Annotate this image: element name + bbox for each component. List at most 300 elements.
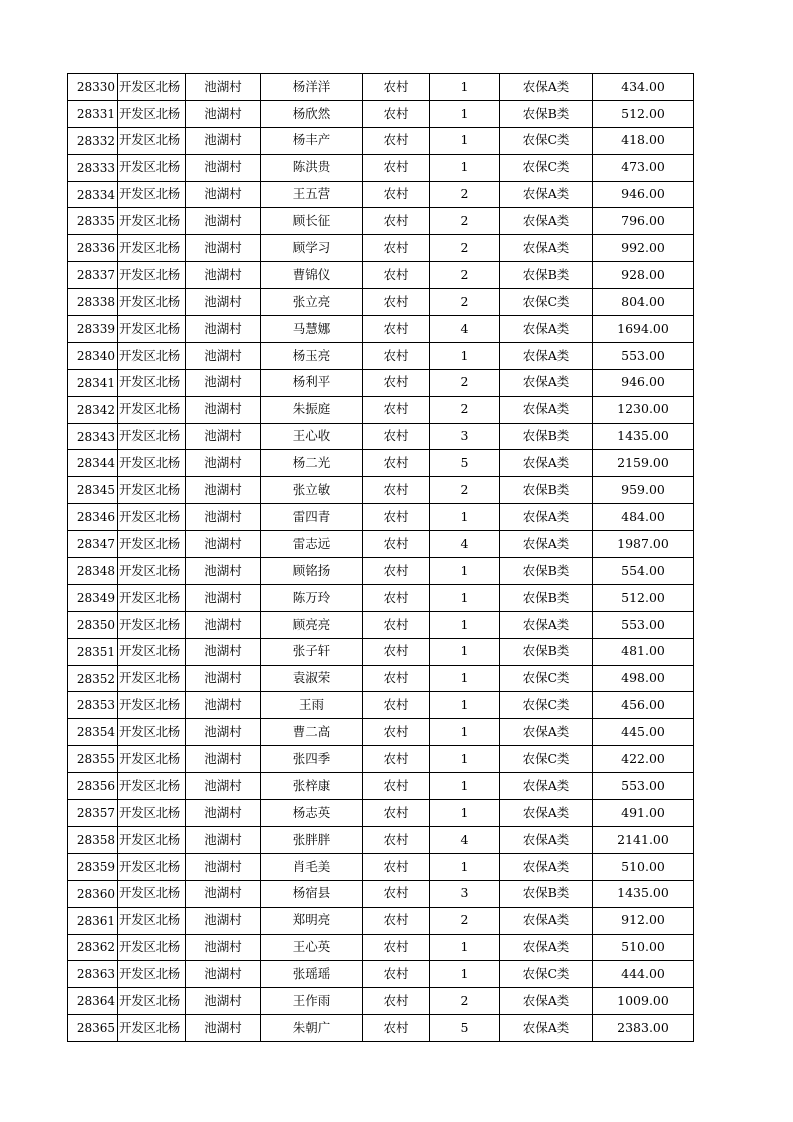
area-cell: 开发区北杨 (118, 504, 186, 531)
household-type-cell: 农村 (363, 773, 430, 800)
record-id-cell: 28352 (68, 665, 118, 692)
area-cell: 开发区北杨 (118, 826, 186, 853)
table-row (68, 853, 694, 880)
household-type-cell: 农村 (363, 961, 430, 988)
village-cell: 池湖村 (186, 342, 261, 369)
record-id-cell: 28334 (68, 181, 118, 208)
village-cell: 池湖村 (186, 127, 261, 154)
table-row (68, 262, 694, 289)
household-type-cell: 农村 (363, 289, 430, 316)
village-cell: 池湖村 (186, 692, 261, 719)
household-type-cell: 农村 (363, 1015, 430, 1042)
category-cell: 农保A类 (500, 853, 593, 880)
area-cell: 开发区北杨 (118, 665, 186, 692)
category-cell: 农保B类 (500, 423, 593, 450)
category-cell: 农保A类 (500, 719, 593, 746)
category-cell: 农保C类 (500, 746, 593, 773)
table-row (68, 74, 694, 101)
village-cell: 池湖村 (186, 773, 261, 800)
amount-cell: 473.00 (593, 154, 694, 181)
category-cell: 农保A类 (500, 208, 593, 235)
record-id-cell: 28362 (68, 934, 118, 961)
category-cell: 农保B类 (500, 477, 593, 504)
amount-cell: 484.00 (593, 504, 694, 531)
area-cell: 开发区北杨 (118, 316, 186, 343)
amount-cell: 946.00 (593, 369, 694, 396)
record-id-cell: 28364 (68, 988, 118, 1015)
record-id-cell: 28341 (68, 369, 118, 396)
amount-cell: 491.00 (593, 800, 694, 827)
table-row (68, 826, 694, 853)
category-cell: 农保A类 (500, 342, 593, 369)
area-cell: 开发区北杨 (118, 477, 186, 504)
amount-cell: 445.00 (593, 719, 694, 746)
household-type-cell: 农村 (363, 181, 430, 208)
category-cell: 农保C类 (500, 127, 593, 154)
category-cell: 农保A类 (500, 235, 593, 262)
amount-cell: 434.00 (593, 74, 694, 101)
area-cell: 开发区北杨 (118, 396, 186, 423)
category-cell: 农保A类 (500, 773, 593, 800)
member-count-cell: 3 (430, 880, 500, 907)
amount-cell: 959.00 (593, 477, 694, 504)
name-cell: 陈万玲 (261, 584, 363, 611)
table-row (68, 369, 694, 396)
member-count-cell: 1 (430, 74, 500, 101)
name-cell: 王心英 (261, 934, 363, 961)
area-cell: 开发区北杨 (118, 988, 186, 1015)
household-type-cell: 农村 (363, 826, 430, 853)
record-id-cell: 28331 (68, 100, 118, 127)
table-row (68, 181, 694, 208)
area-cell: 开发区北杨 (118, 934, 186, 961)
record-id-cell: 28347 (68, 531, 118, 558)
household-type-cell: 农村 (363, 342, 430, 369)
household-type-cell: 农村 (363, 154, 430, 181)
area-cell: 开发区北杨 (118, 235, 186, 262)
name-cell: 陈洪贵 (261, 154, 363, 181)
category-cell: 农保A类 (500, 907, 593, 934)
record-id-cell: 28343 (68, 423, 118, 450)
category-cell: 农保A类 (500, 800, 593, 827)
area-cell: 开发区北杨 (118, 531, 186, 558)
table-row (68, 100, 694, 127)
member-count-cell: 2 (430, 907, 500, 934)
area-cell: 开发区北杨 (118, 907, 186, 934)
member-count-cell: 4 (430, 531, 500, 558)
category-cell: 农保A类 (500, 826, 593, 853)
member-count-cell: 1 (430, 584, 500, 611)
household-type-cell: 农村 (363, 531, 430, 558)
record-id-cell: 28356 (68, 773, 118, 800)
category-cell: 农保B类 (500, 638, 593, 665)
amount-cell: 1694.00 (593, 316, 694, 343)
member-count-cell: 2 (430, 988, 500, 1015)
household-type-cell: 农村 (363, 611, 430, 638)
name-cell: 雷志远 (261, 531, 363, 558)
amount-cell: 2141.00 (593, 826, 694, 853)
category-cell: 农保A类 (500, 181, 593, 208)
name-cell: 顾学习 (261, 235, 363, 262)
member-count-cell: 1 (430, 719, 500, 746)
name-cell: 顾长征 (261, 208, 363, 235)
village-cell: 池湖村 (186, 450, 261, 477)
household-type-cell: 农村 (363, 74, 430, 101)
category-cell: 农保A类 (500, 369, 593, 396)
member-count-cell: 1 (430, 154, 500, 181)
household-type-cell: 农村 (363, 396, 430, 423)
table-row (68, 396, 694, 423)
village-cell: 池湖村 (186, 584, 261, 611)
name-cell: 杨利平 (261, 369, 363, 396)
record-id-cell: 28340 (68, 342, 118, 369)
member-count-cell: 1 (430, 100, 500, 127)
area-cell: 开发区北杨 (118, 127, 186, 154)
table-row (68, 800, 694, 827)
category-cell: 农保A类 (500, 504, 593, 531)
village-cell: 池湖村 (186, 880, 261, 907)
table-row (68, 719, 694, 746)
roster-body (68, 74, 694, 1042)
name-cell: 王心收 (261, 423, 363, 450)
area-cell: 开发区北杨 (118, 100, 186, 127)
area-cell: 开发区北杨 (118, 342, 186, 369)
household-type-cell: 农村 (363, 316, 430, 343)
record-id-cell: 28350 (68, 611, 118, 638)
area-cell: 开发区北杨 (118, 773, 186, 800)
table-row (68, 692, 694, 719)
household-type-cell: 农村 (363, 800, 430, 827)
member-count-cell: 1 (430, 746, 500, 773)
household-type-cell: 农村 (363, 477, 430, 504)
name-cell: 顾亮亮 (261, 611, 363, 638)
village-cell: 池湖村 (186, 316, 261, 343)
village-cell: 池湖村 (186, 369, 261, 396)
name-cell: 王五营 (261, 181, 363, 208)
name-cell: 杨洋洋 (261, 74, 363, 101)
category-cell: 农保A类 (500, 988, 593, 1015)
village-cell: 池湖村 (186, 988, 261, 1015)
table-row (68, 208, 694, 235)
record-id-cell: 28337 (68, 262, 118, 289)
name-cell: 杨玉亮 (261, 342, 363, 369)
name-cell: 肖毛美 (261, 853, 363, 880)
category-cell: 农保C类 (500, 961, 593, 988)
category-cell: 农保A类 (500, 74, 593, 101)
amount-cell: 498.00 (593, 665, 694, 692)
area-cell: 开发区北杨 (118, 638, 186, 665)
record-id-cell: 28353 (68, 692, 118, 719)
member-count-cell: 4 (430, 826, 500, 853)
name-cell: 王雨 (261, 692, 363, 719)
record-id-cell: 28338 (68, 289, 118, 316)
record-id-cell: 28363 (68, 961, 118, 988)
name-cell: 张胖胖 (261, 826, 363, 853)
record-id-cell: 28332 (68, 127, 118, 154)
amount-cell: 946.00 (593, 181, 694, 208)
household-type-cell: 农村 (363, 907, 430, 934)
name-cell: 朱振庭 (261, 396, 363, 423)
member-count-cell: 1 (430, 934, 500, 961)
area-cell: 开发区北杨 (118, 880, 186, 907)
household-type-cell: 农村 (363, 450, 430, 477)
household-type-cell: 农村 (363, 127, 430, 154)
table-row (68, 934, 694, 961)
amount-cell: 512.00 (593, 584, 694, 611)
name-cell: 张立敏 (261, 477, 363, 504)
village-cell: 池湖村 (186, 531, 261, 558)
amount-cell: 1230.00 (593, 396, 694, 423)
member-count-cell: 2 (430, 262, 500, 289)
name-cell: 杨志英 (261, 800, 363, 827)
member-count-cell: 1 (430, 961, 500, 988)
table-row (68, 235, 694, 262)
member-count-cell: 3 (430, 423, 500, 450)
category-cell: 农保B类 (500, 262, 593, 289)
table-row (68, 423, 694, 450)
name-cell: 杨丰产 (261, 127, 363, 154)
area-cell: 开发区北杨 (118, 423, 186, 450)
village-cell: 池湖村 (186, 262, 261, 289)
category-cell: 农保B类 (500, 558, 593, 585)
amount-cell: 422.00 (593, 746, 694, 773)
member-count-cell: 2 (430, 208, 500, 235)
member-count-cell: 2 (430, 181, 500, 208)
village-cell: 池湖村 (186, 853, 261, 880)
village-cell: 池湖村 (186, 826, 261, 853)
record-id-cell: 28358 (68, 826, 118, 853)
name-cell: 张立亮 (261, 289, 363, 316)
name-cell: 雷四青 (261, 504, 363, 531)
area-cell: 开发区北杨 (118, 154, 186, 181)
table-row (68, 773, 694, 800)
category-cell: 农保A类 (500, 396, 593, 423)
amount-cell: 418.00 (593, 127, 694, 154)
amount-cell: 2383.00 (593, 1015, 694, 1042)
household-type-cell: 农村 (363, 719, 430, 746)
member-count-cell: 1 (430, 800, 500, 827)
village-cell: 池湖村 (186, 934, 261, 961)
record-id-cell: 28344 (68, 450, 118, 477)
amount-cell: 456.00 (593, 692, 694, 719)
amount-cell: 554.00 (593, 558, 694, 585)
table-row (68, 127, 694, 154)
table-row (68, 880, 694, 907)
area-cell: 开发区北杨 (118, 853, 186, 880)
member-count-cell: 1 (430, 638, 500, 665)
household-type-cell: 农村 (363, 934, 430, 961)
household-type-cell: 农村 (363, 880, 430, 907)
village-cell: 池湖村 (186, 611, 261, 638)
village-cell: 池湖村 (186, 396, 261, 423)
amount-cell: 1009.00 (593, 988, 694, 1015)
household-type-cell: 农村 (363, 853, 430, 880)
table-row (68, 611, 694, 638)
record-id-cell: 28357 (68, 800, 118, 827)
amount-cell: 912.00 (593, 907, 694, 934)
member-count-cell: 1 (430, 504, 500, 531)
area-cell: 开发区北杨 (118, 584, 186, 611)
table-row (68, 342, 694, 369)
village-cell: 池湖村 (186, 208, 261, 235)
name-cell: 顾铭扬 (261, 558, 363, 585)
village-cell: 池湖村 (186, 800, 261, 827)
name-cell: 张瑶瑶 (261, 961, 363, 988)
table-row (68, 584, 694, 611)
table-row (68, 531, 694, 558)
name-cell: 袁淑荣 (261, 665, 363, 692)
household-type-cell: 农村 (363, 584, 430, 611)
household-type-cell: 农村 (363, 100, 430, 127)
household-type-cell: 农村 (363, 665, 430, 692)
village-cell: 池湖村 (186, 289, 261, 316)
record-id-cell: 28355 (68, 746, 118, 773)
member-count-cell: 2 (430, 369, 500, 396)
record-id-cell: 28336 (68, 235, 118, 262)
record-id-cell: 28359 (68, 853, 118, 880)
village-cell: 池湖村 (186, 746, 261, 773)
category-cell: 农保C类 (500, 289, 593, 316)
village-cell: 池湖村 (186, 154, 261, 181)
area-cell: 开发区北杨 (118, 558, 186, 585)
table-row (68, 450, 694, 477)
amount-cell: 481.00 (593, 638, 694, 665)
amount-cell: 510.00 (593, 934, 694, 961)
village-cell: 池湖村 (186, 907, 261, 934)
record-id-cell: 28333 (68, 154, 118, 181)
area-cell: 开发区北杨 (118, 369, 186, 396)
table-row (68, 558, 694, 585)
village-cell: 池湖村 (186, 719, 261, 746)
amount-cell: 553.00 (593, 773, 694, 800)
household-type-cell: 农村 (363, 235, 430, 262)
household-type-cell: 农村 (363, 988, 430, 1015)
name-cell: 张梓康 (261, 773, 363, 800)
record-id-cell: 28360 (68, 880, 118, 907)
area-cell: 开发区北杨 (118, 800, 186, 827)
village-cell: 池湖村 (186, 504, 261, 531)
area-cell: 开发区北杨 (118, 692, 186, 719)
area-cell: 开发区北杨 (118, 181, 186, 208)
member-count-cell: 1 (430, 127, 500, 154)
amount-cell: 1435.00 (593, 880, 694, 907)
village-cell: 池湖村 (186, 100, 261, 127)
category-cell: 农保A类 (500, 450, 593, 477)
table-row (68, 477, 694, 504)
table-row (68, 746, 694, 773)
village-cell: 池湖村 (186, 477, 261, 504)
household-type-cell: 农村 (363, 746, 430, 773)
name-cell: 杨二光 (261, 450, 363, 477)
category-cell: 农保C类 (500, 692, 593, 719)
table-row (68, 289, 694, 316)
table-row (68, 988, 694, 1015)
name-cell: 王作雨 (261, 988, 363, 1015)
member-count-cell: 1 (430, 611, 500, 638)
record-id-cell: 28335 (68, 208, 118, 235)
member-count-cell: 2 (430, 289, 500, 316)
area-cell: 开发区北杨 (118, 208, 186, 235)
village-cell: 池湖村 (186, 638, 261, 665)
amount-cell: 512.00 (593, 100, 694, 127)
household-type-cell: 农村 (363, 369, 430, 396)
record-id-cell: 28348 (68, 558, 118, 585)
record-id-cell: 28351 (68, 638, 118, 665)
category-cell: 农保A类 (500, 316, 593, 343)
amount-cell: 1435.00 (593, 423, 694, 450)
table-row (68, 154, 694, 181)
name-cell: 曹锦仪 (261, 262, 363, 289)
area-cell: 开发区北杨 (118, 961, 186, 988)
member-count-cell: 1 (430, 558, 500, 585)
area-cell: 开发区北杨 (118, 719, 186, 746)
village-cell: 池湖村 (186, 665, 261, 692)
amount-cell: 796.00 (593, 208, 694, 235)
member-count-cell: 1 (430, 342, 500, 369)
record-id-cell: 28365 (68, 1015, 118, 1042)
household-type-cell: 农村 (363, 208, 430, 235)
amount-cell: 992.00 (593, 235, 694, 262)
record-id-cell: 28342 (68, 396, 118, 423)
household-type-cell: 农村 (363, 558, 430, 585)
village-cell: 池湖村 (186, 235, 261, 262)
amount-cell: 2159.00 (593, 450, 694, 477)
category-cell: 农保C类 (500, 154, 593, 181)
area-cell: 开发区北杨 (118, 1015, 186, 1042)
village-cell: 池湖村 (186, 74, 261, 101)
member-count-cell: 1 (430, 853, 500, 880)
household-type-cell: 农村 (363, 262, 430, 289)
table-row (68, 907, 694, 934)
amount-cell: 553.00 (593, 342, 694, 369)
category-cell: 农保B类 (500, 880, 593, 907)
category-cell: 农保A类 (500, 934, 593, 961)
record-id-cell: 28361 (68, 907, 118, 934)
category-cell: 农保A类 (500, 611, 593, 638)
record-id-cell: 28339 (68, 316, 118, 343)
category-cell: 农保B类 (500, 584, 593, 611)
record-id-cell: 28345 (68, 477, 118, 504)
amount-cell: 804.00 (593, 289, 694, 316)
table-row (68, 638, 694, 665)
amount-cell: 928.00 (593, 262, 694, 289)
table-row (68, 665, 694, 692)
name-cell: 马慧娜 (261, 316, 363, 343)
area-cell: 开发区北杨 (118, 262, 186, 289)
roster-table (67, 73, 694, 1042)
member-count-cell: 2 (430, 235, 500, 262)
table-row (68, 1015, 694, 1042)
name-cell: 杨欣然 (261, 100, 363, 127)
area-cell: 开发区北杨 (118, 611, 186, 638)
amount-cell: 1987.00 (593, 531, 694, 558)
category-cell: 农保C类 (500, 665, 593, 692)
village-cell: 池湖村 (186, 1015, 261, 1042)
area-cell: 开发区北杨 (118, 450, 186, 477)
name-cell: 张四季 (261, 746, 363, 773)
category-cell: 农保A类 (500, 1015, 593, 1042)
record-id-cell: 28346 (68, 504, 118, 531)
record-id-cell: 28330 (68, 74, 118, 101)
member-count-cell: 2 (430, 477, 500, 504)
record-id-cell: 28354 (68, 719, 118, 746)
name-cell: 朱朝广 (261, 1015, 363, 1042)
member-count-cell: 1 (430, 692, 500, 719)
table-row (68, 316, 694, 343)
household-type-cell: 农村 (363, 504, 430, 531)
amount-cell: 510.00 (593, 853, 694, 880)
amount-cell: 553.00 (593, 611, 694, 638)
